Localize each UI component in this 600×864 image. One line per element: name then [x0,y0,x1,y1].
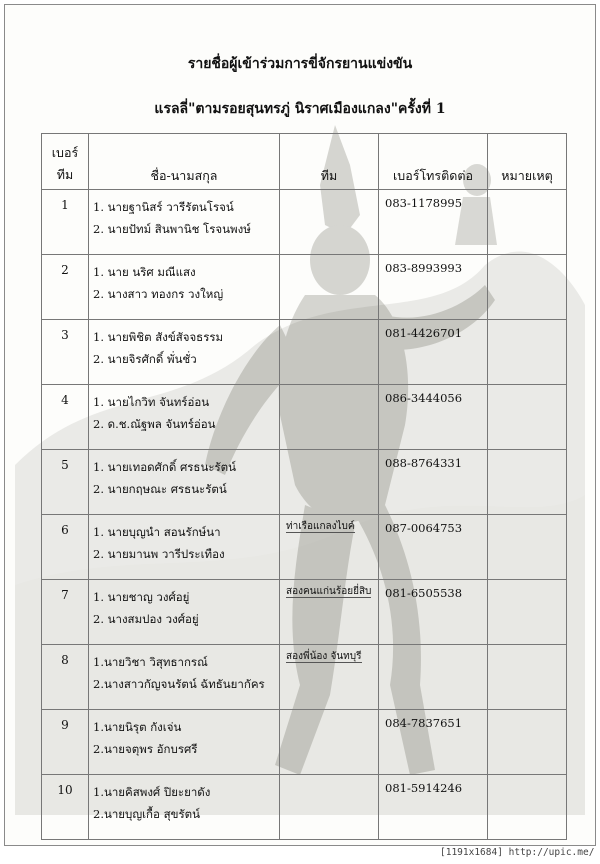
team-cell [280,515,379,580]
note-cell [488,645,567,710]
table-row [42,710,567,775]
team-cell [280,775,379,840]
team-number-cell: 3 [42,320,89,385]
phone-cell [379,645,488,710]
team-cell [280,320,379,385]
participant-name-2: 2. นายมานพ วารีประเทือง [93,547,225,561]
table-row [42,385,567,450]
names-cell [89,515,280,580]
note-cell [488,255,567,320]
note-cell [488,775,567,840]
team-cell [280,450,379,515]
names-cell [89,775,280,840]
participant-name-2: 2. นายปัทม์ สินพานิช โรจนพงษ์ [93,222,251,236]
team-cell [280,710,379,775]
document-title: รายชื่อผู้เข้าร่วมการขี่จักรยานแข่งขัน [187,56,413,72]
team-number-cell: 8 [42,645,89,710]
participant-name-1: 1.นายวิชา วิสุทธากรณ์ [93,655,208,669]
header-phone: เบอร์โทรติดต่อ [379,134,488,190]
participant-name-2: 2. นางสมปอง วงศ์อยู่ [93,612,199,626]
names-cell [89,255,280,320]
table-row [42,580,567,645]
table-header-row [42,134,567,190]
phone-cell: 081-4426701 [379,320,488,385]
team-number-cell: 2 [42,255,89,320]
names-cell [89,710,280,775]
note-cell [488,320,567,385]
participant-name-2: 2. นางสาว ทองกร วงใหญ่ [93,287,224,301]
team-number-cell: 10 [42,775,89,840]
phone-cell: 081-5914246 [379,775,488,840]
names-cell [89,450,280,515]
phone-cell: 086-3444056 [379,385,488,450]
header-team-number [42,134,89,190]
participant-name-1: 1. นาย นริศ มณีแสง [93,265,196,279]
team-number-cell: 1 [42,190,89,255]
header-team: ทีม [280,134,379,190]
note-cell [488,190,567,255]
participant-name-1: 1. นายชาญ วงศ์อยู่ [93,590,190,604]
participant-name-1: 1. นายเทอดศักดิ์ ศรธนะรัตน์ [93,460,236,474]
header-note: หมายเหตุ [488,134,567,190]
participant-name-2: 2.นายจตุพร อักบรศรี [93,742,198,756]
team-cell [280,255,379,320]
team-cell [280,385,379,450]
team-name: สองพี่น้อง จันทบุรี [286,651,362,662]
phone-cell: 083-1178995 [379,190,488,255]
team-number-cell: 6 [42,515,89,580]
names-cell [89,580,280,645]
image-size-footer: [1191x1684] http://upic.me/ [440,847,595,858]
participant-name-1: 1. นายฐานิสร์ วารีรัตนโรจน์ [93,200,234,214]
table-row [42,775,567,840]
names-cell [89,190,280,255]
note-cell [488,450,567,515]
participant-name-2: 2.นายบุญเกื้อ สุขรัตน์ [93,807,200,821]
team-cell [280,190,379,255]
team-number-cell: 9 [42,710,89,775]
header-team-number-line1: เบอร์ [51,145,79,160]
participant-name-1: 1.นายคิสพงศ์ ปิยะยาดัง [93,785,211,799]
participants-table [41,133,567,840]
phone-cell: 081-6505538 [379,580,488,645]
team-number-cell: 5 [42,450,89,515]
table-row [42,645,567,710]
table-row [42,255,567,320]
phone-cell: 084-7837651 [379,710,488,775]
note-cell [488,580,567,645]
participant-name-2: 2. ด.ช.ณัฐพล จันทร์อ่อน [93,417,216,431]
note-cell [488,385,567,450]
team-number-cell: 7 [42,580,89,645]
table-row [42,190,567,255]
team-number-cell: 4 [42,385,89,450]
names-cell [89,320,280,385]
participant-name-2: 2. นายจิรศักดิ์ พั่นชั่ว [93,352,197,366]
document-subtitle: แรลลี่"ตามรอยสุนทรภู่ นิราศเมืองแกลง"ครั้งที่ 1 [154,101,446,117]
team-cell [280,645,379,710]
table-row [42,450,567,515]
phone-cell: 088-8764331 [379,450,488,515]
names-cell [89,385,280,450]
header-team-number-line2: ทีม [56,167,74,182]
team-name: สองคนแก่นร้อยยี่สิบ [286,586,372,597]
participant-name-1: 1. นายพิชิต สังข์สัจจธรรม [93,330,224,344]
phone-cell: 083-8993993 [379,255,488,320]
team-cell [280,580,379,645]
note-cell [488,515,567,580]
table-row [42,320,567,385]
team-name: ท่าเรือแกลงไบค์ [286,521,355,532]
note-cell [488,710,567,775]
participant-name-2: 2. นายกฤษณะ ศรธนะรัตน์ [93,482,227,496]
table-row [42,515,567,580]
phone-cell: 087-0064753 [379,515,488,580]
header-name: ชื่อ-นามสกุล [89,134,280,190]
participant-name-1: 1. นายไกวิท จันทร์อ่อน [93,395,210,409]
document-page [4,4,596,846]
names-cell [89,645,280,710]
participant-name-1: 1.นายนิรุต กังเจ่น [93,720,182,734]
participant-name-2: 2.นางสาวกัญจนรัตน์ ฉัทธันยากัคร [93,677,265,691]
participant-name-1: 1. นายบุญนำ สอนรักษ์นา [93,525,221,539]
